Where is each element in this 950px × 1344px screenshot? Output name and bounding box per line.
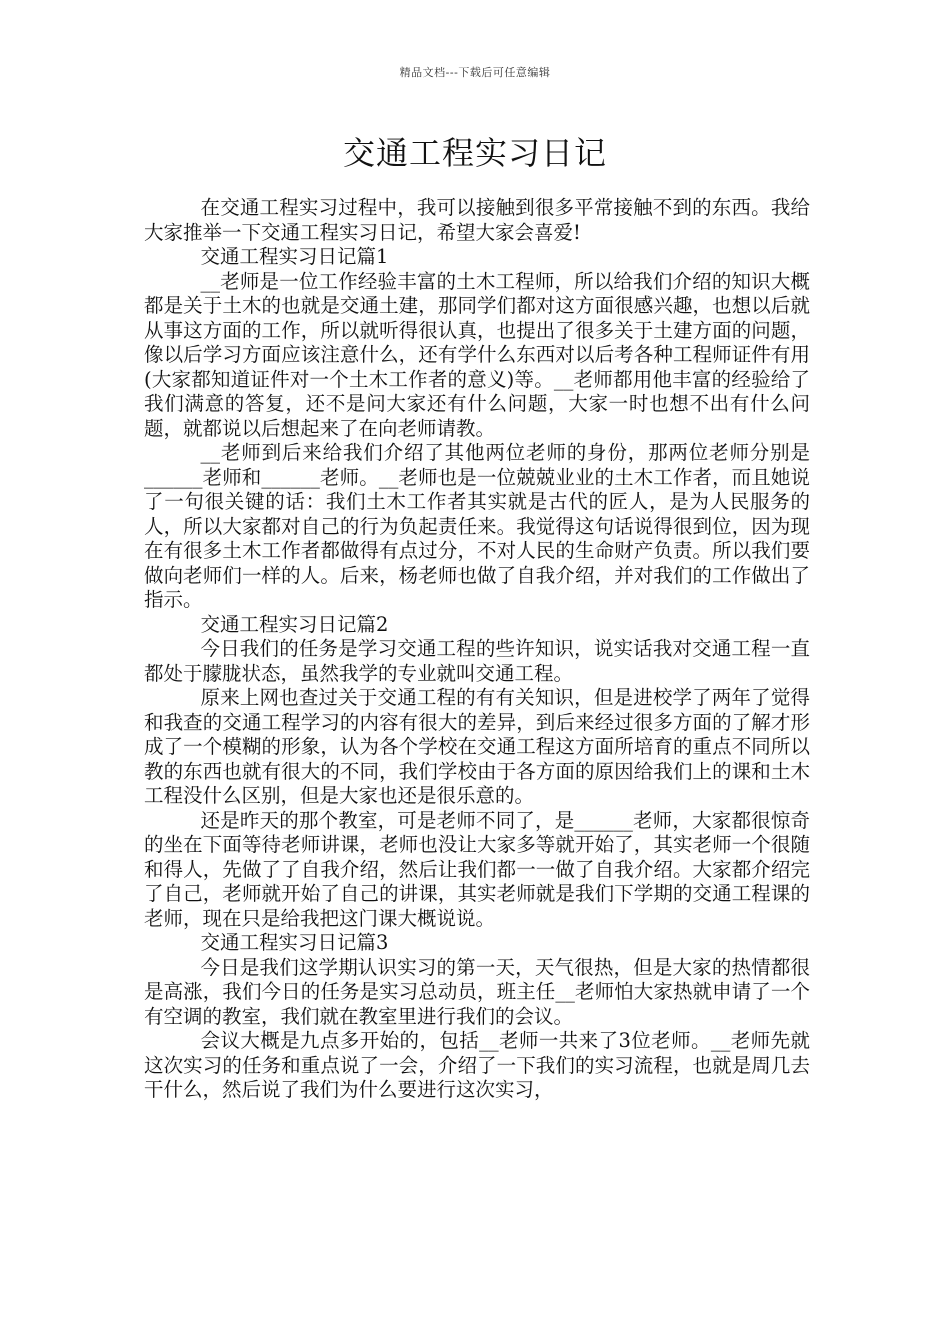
body-paragraph: 今日是我们这学期认识实习的第一天，天气很热，但是大家的热情都很是高涨，我们今日的任务是实习总动员，班主任__老师怕大家热就申请了一个有空调的教室，我们就在教室里进行我们的会议。 [144,955,810,1028]
section-heading-1: 交通工程实习日记篇1 [200,245,389,268]
section-heading-3: 交通工程实习日记篇3 [200,931,389,954]
intro-paragraph: 在交通工程实习过程中，我可以接触到很多平常接触不到的东西。我给大家推举一下交通工程实习日记，希望大家会喜爱! [144,196,810,244]
body-paragraph: 今日我们的任务是学习交通工程的些许知识，说实话我对交通工程一直都处于朦胧状态，虽然我学的专业就叫交通工程。 [144,637,810,685]
section-heading-2: 交通工程实习日记篇2 [200,612,389,636]
body-paragraph: 原来上网也查过关于交通工程的有有关知识，但是进校学了两年了觉得和我查的交通工程学习的内容有很大的差异，到后来经过很多方面的了解才形成了一个模糊的形象，认为各个学校在交通工程这方面所培育的重点不同所以教的东西也就有很大的不同，我们学校由于各方面的原因给我们上的课和土木工程没什么区别，但是大家也还是很乐意的。 [144,686,810,807]
body-paragraph: __老师是一位工作经验丰富的土木工程师，所以给我们介绍的知识大概都是关于土木的也就是交通土建，那同学们都对这方面很感兴趣，也想以后就从事这方面的工作，所以就听得很认真，也提出了很多关于土建方面的问题，像以后学习方面应该注意什么，还有学什么东西对以后考各种工程师证件有用(大家都知道证件对一个土木工作者的意义)等。__老师都用他丰富的经验给了我们满意的答复，还不是问大家还有什么问题，大家一时也想不出有什么问题，就都说以后想起来了在向老师请教。 [144,269,810,440]
body-paragraph: 会议大概是九点多开始的，包括__老师一共来了3位老师。__老师先就这次实习的任务和重点说了一会，介绍了一下我们的实习流程，也就是周几去干什么，然后说了我们为什么要进行这次实习， [144,1029,810,1101]
document-body [144,196,810,1103]
body-paragraph: __老师到后来给我们介绍了其他两位老师的身份，那两位老师分别是______老师和______老师。__老师也是一位兢兢业业的土木工作者，而且她说了一句很关键的话：我们土木工作者其实就是古代的匠人，是为人民服务的人，所以大家都对自己的行为负起责任来。我觉得这句话说得很到位，因为现在有很多土木工作者都做得有点过分，不对人民的生命财产负责。所以我们要做向老师们一样的人。后来，杨老师也做了自我介绍，并对我们的工作做出了指示。 [144,441,810,611]
header-note: 精品文档---下载后可任意编辑 [399,66,551,79]
page-title: 交通工程实习日记 [342,134,607,172]
body-paragraph: 还是昨天的那个教室，可是老师不同了，是______老师，大家都很惊奇的坐在下面等待老师讲课，老师也没让大家多等就开始了，其实老师一个很随和得人，先做了了自我介绍，然后让我们都一一做了自我介绍。大家都介绍完了自己，老师就开始了自己的讲课，其实老师就是我们下学期的交通工程课的老师，现在只是给我把这门课大概说说。 [144,808,810,930]
